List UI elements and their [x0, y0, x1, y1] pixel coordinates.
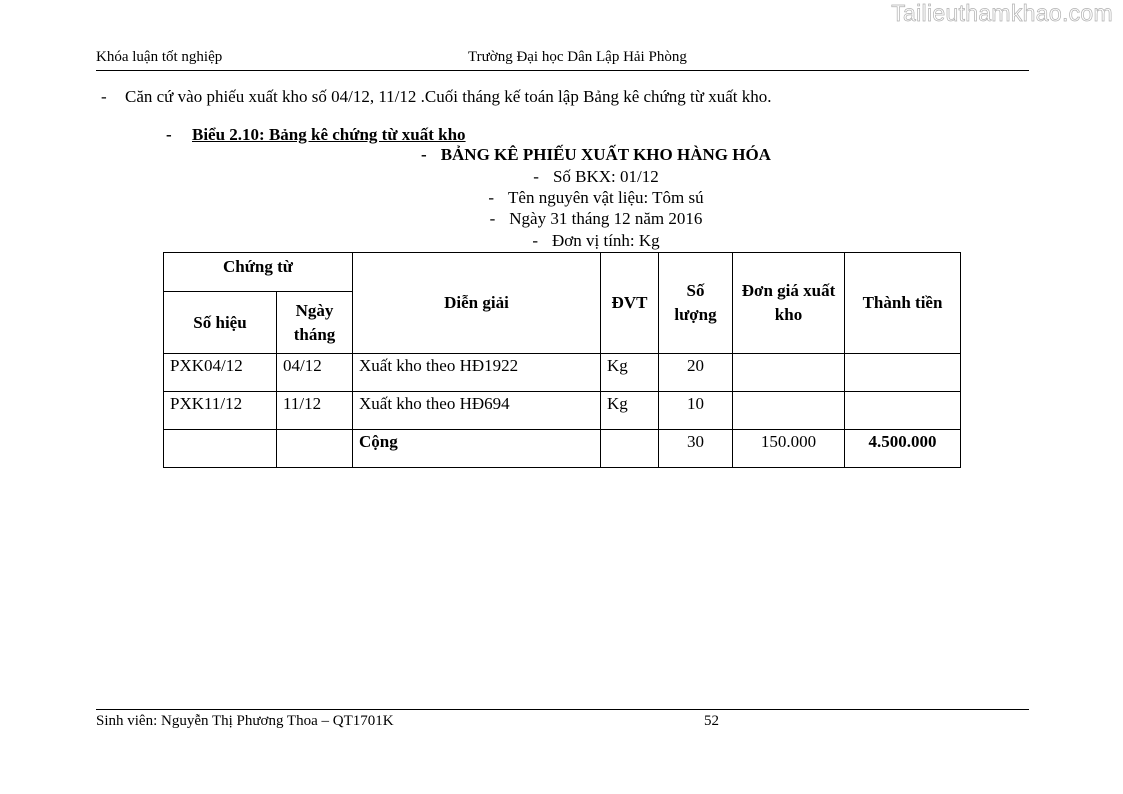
header-dvt: ĐVT — [601, 253, 659, 354]
issue-voucher-table — [163, 252, 961, 468]
table-total-row — [164, 430, 961, 468]
cell-dvt: Kg — [601, 354, 659, 392]
intro-bullet: - — [101, 87, 107, 106]
cell-don-gia — [733, 354, 845, 392]
cell-ngay: 04/12 — [277, 354, 353, 392]
intro-paragraph — [101, 87, 771, 107]
total-don-gia: 150.000 — [733, 430, 845, 468]
cell-ngay: 11/12 — [277, 392, 353, 430]
report-unit-text: Đơn vị tính: Kg — [551, 231, 660, 250]
report-date-text: Ngày 31 tháng 12 năm 2016 — [509, 209, 703, 228]
report-number — [0, 167, 1123, 187]
cell-dien-giai: Xuất kho theo HĐ694 — [353, 392, 601, 430]
total-thanh-tien: 4.500.000 — [845, 430, 961, 468]
report-title-text: BẢNG KÊ PHIẾU XUẤT KHO HÀNG HÓA — [440, 145, 771, 164]
page-header — [96, 48, 1029, 71]
caption-bullet: - — [166, 125, 172, 144]
cell-empty — [277, 430, 353, 468]
cell-dien-giai: Xuất kho theo HĐ1922 — [353, 354, 601, 392]
watermark: Tailieuthamkhao.com — [891, 0, 1113, 26]
material-bullet: - — [488, 188, 495, 207]
header-so-luong: Số lượng — [659, 253, 733, 354]
cell-so-hieu: PXK11/12 — [164, 392, 277, 430]
report-title — [0, 145, 1123, 165]
unit-bullet: - — [532, 231, 538, 250]
report-date — [0, 209, 1123, 229]
cell-empty — [601, 430, 659, 468]
cell-don-gia — [733, 392, 845, 430]
caption-text: Biểu 2.10: Bảng kê chứng từ xuất kho — [192, 125, 466, 144]
cell-empty — [164, 430, 277, 468]
title-bullet: - — [421, 145, 427, 164]
table-row — [164, 392, 961, 430]
cell-so-luong: 20 — [659, 354, 733, 392]
footer-student: Sinh viên: Nguyễn Thị Phương Thoa – QT1701K — [96, 713, 394, 729]
header-don-gia: Đơn giá xuất kho — [733, 253, 845, 354]
page-number: 52 — [704, 713, 719, 729]
total-so-luong: 30 — [659, 430, 733, 468]
cell-dvt: Kg — [601, 392, 659, 430]
header-university: Trường Đại học Dân Lập Hải Phòng — [468, 49, 687, 65]
page-footer — [96, 709, 1029, 729]
header-dien-giai: Diễn giải — [353, 253, 601, 354]
table-header-row — [164, 253, 961, 292]
cell-thanh-tien — [845, 354, 961, 392]
header-so-hieu: Số hiệu — [164, 292, 277, 354]
cell-so-hieu: PXK04/12 — [164, 354, 277, 392]
report-number-text: Số BKX: 01/12 — [552, 167, 659, 186]
report-material-text: Tên nguyên vật liệu: Tôm sú — [508, 188, 704, 207]
total-label: Cộng — [353, 430, 601, 468]
figure-caption — [166, 125, 466, 145]
header-ngay-thang: Ngày tháng — [277, 292, 353, 354]
intro-text: Căn cứ vào phiếu xuất kho số 04/12, 11/12 .Cuối tháng kế toán lập Bảng kê chứng từ xuất kho. — [125, 87, 772, 106]
cell-so-luong: 10 — [659, 392, 733, 430]
header-thanh-tien: Thành tiền — [845, 253, 961, 354]
date-bullet: - — [489, 209, 496, 228]
cell-thanh-tien — [845, 392, 961, 430]
report-material — [0, 188, 1123, 208]
number-bullet: - — [533, 167, 539, 186]
report-unit — [0, 231, 1123, 251]
header-thesis-label: Khóa luận tốt nghiệp — [96, 49, 223, 65]
header-chung-tu: Chứng từ — [164, 253, 353, 292]
table-row — [164, 354, 961, 392]
